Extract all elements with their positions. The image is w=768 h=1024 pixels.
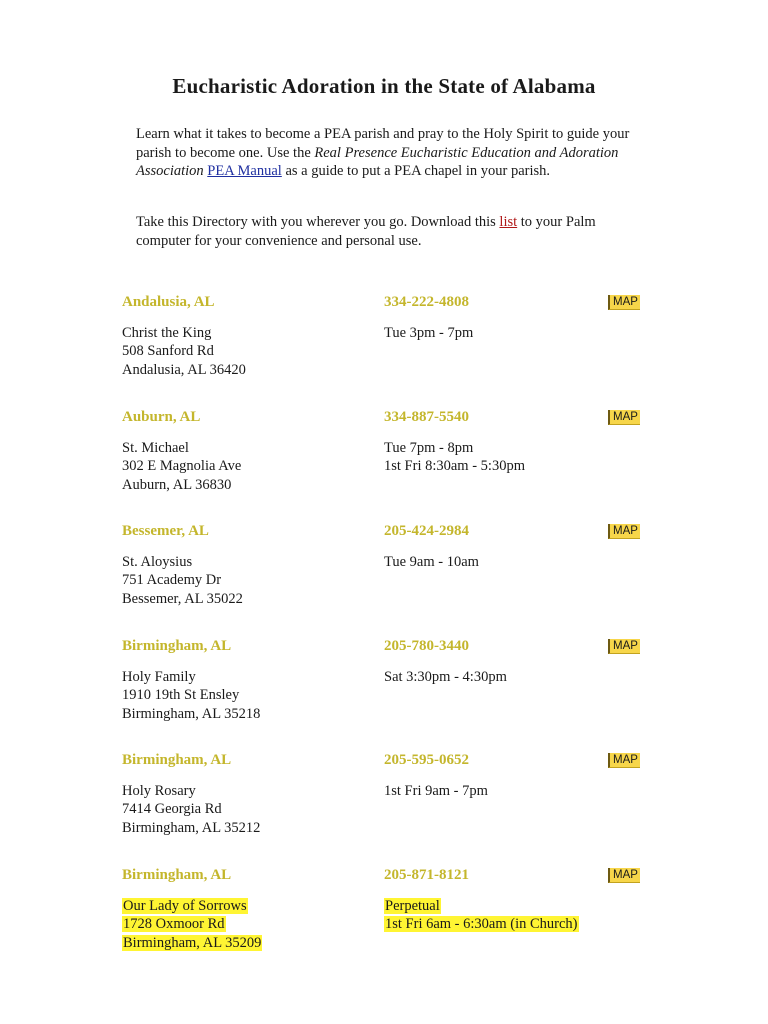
parish-entry-birmingham-holy-family <box>0 638 768 748</box>
parish-entry-andalusia <box>0 294 768 404</box>
city-state-zip: Bessemer, AL 35022 <box>122 590 243 607</box>
association-name: Real Presence Eucharistic Education and Adoration Association <box>136 144 619 179</box>
map-button[interactable]: MAP <box>608 295 640 310</box>
city-state-zip: Auburn, AL 36830 <box>122 476 232 493</box>
parish-entry-birmingham-our-lady-of-sorrows <box>0 867 768 977</box>
parish-entry-auburn <box>0 409 768 519</box>
parish-address <box>122 553 243 608</box>
hours-line: Tue 9am - 10am <box>384 554 479 570</box>
adoration-hours <box>384 782 488 800</box>
intro-text-end: as a guide to put a PEA chapel in your parish. <box>281 163 551 179</box>
map-button[interactable]: MAP <box>608 753 640 768</box>
adoration-hours <box>384 439 525 476</box>
parish-name: St. Michael <box>122 440 189 456</box>
phone-number: 205-595-0652 <box>384 752 469 768</box>
map-button[interactable]: MAP <box>608 639 640 654</box>
street-address: 7414 Georgia Rd <box>122 801 222 818</box>
parish-name: Holy Family <box>122 669 196 685</box>
city-state-zip: Andalusia, AL 36420 <box>122 361 246 378</box>
city-state-zip: Birmingham, AL 35218 <box>122 705 261 722</box>
hours-line: 1st Fri 8:30am - 5:30pm <box>384 458 525 475</box>
hours-line: 1st Fri 9am - 7pm <box>384 783 488 799</box>
phone-number: 205-780-3440 <box>384 638 469 654</box>
hours-line: Perpetual <box>385 898 440 914</box>
city-heading: Birmingham, AL <box>122 752 232 768</box>
city-heading: Andalusia, AL <box>122 294 215 310</box>
parish-address-highlighted <box>122 897 262 952</box>
list-download-link[interactable]: list <box>499 214 518 230</box>
download-text-end: to your Palm computer for your convenience and personal use. <box>136 214 596 249</box>
city-state-zip: Birmingham, AL 35209 <box>123 934 262 951</box>
parish-entry-bessemer <box>0 523 768 633</box>
map-button[interactable]: MAP <box>608 410 640 425</box>
pea-manual-link[interactable]: PEA Manual <box>207 163 282 179</box>
city-heading: Bessemer, AL <box>122 523 209 539</box>
parish-name: Our Lady of Sorrows <box>123 898 247 914</box>
adoration-hours <box>384 553 479 571</box>
hours-line: Tue 3pm - 7pm <box>384 325 474 341</box>
street-address: 302 E Magnolia Ave <box>122 458 242 475</box>
adoration-hours <box>384 324 473 342</box>
city-heading: Birmingham, AL <box>122 638 232 654</box>
adoration-hours-highlighted <box>384 897 579 934</box>
parish-name: St. Aloysius <box>122 554 193 570</box>
street-address: 1910 19th St Ensley <box>122 687 240 704</box>
parish-name: Christ the King <box>122 325 212 341</box>
hours-line: Tue 7pm - 8pm <box>384 440 474 456</box>
download-paragraph <box>136 213 636 250</box>
parish-name: Holy Rosary <box>122 783 196 799</box>
phone-number: 205-871-8121 <box>384 867 469 883</box>
parish-address <box>122 782 260 837</box>
hours-line: 1st Fri 6am - 6:30am (in Church) <box>385 916 578 933</box>
phone-number: 205-424-2984 <box>384 523 469 539</box>
hours-line: Sat 3:30pm - 4:30pm <box>384 669 507 685</box>
adoration-hours <box>384 668 507 686</box>
phone-number: 334-887-5540 <box>384 409 469 425</box>
phone-number: 334-222-4808 <box>384 294 469 310</box>
parish-address <box>122 439 241 494</box>
page-title: Eucharistic Adoration in the State of Alabama <box>172 74 596 98</box>
street-address: 751 Academy Dr <box>122 572 222 589</box>
street-address: 508 Sanford Rd <box>122 343 214 360</box>
street-address: 1728 Oxmoor Rd <box>123 916 225 933</box>
map-button[interactable]: MAP <box>608 868 640 883</box>
parish-address <box>122 324 246 379</box>
parish-entry-birmingham-holy-rosary <box>0 752 768 862</box>
intro-paragraph <box>136 125 636 181</box>
parish-address <box>122 668 260 723</box>
intro-text: Learn what it takes to become a PEA parish and pray to the Holy Spirit to guide your parish to become one. Use the <box>136 126 630 161</box>
download-text: Take this Directory with you wherever you go. Download this <box>136 214 500 230</box>
city-heading: Auburn, AL <box>122 409 201 425</box>
map-button[interactable]: MAP <box>608 524 640 539</box>
city-state-zip: Birmingham, AL 35212 <box>122 819 261 836</box>
city-heading: Birmingham, AL <box>122 867 232 883</box>
